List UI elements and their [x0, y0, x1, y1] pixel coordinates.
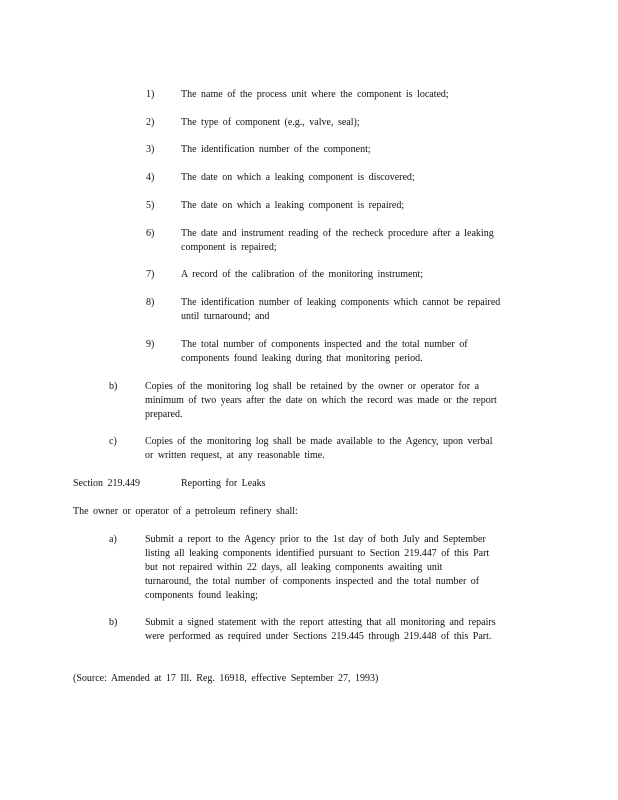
list-text: The total number of components inspected and the total number of components found leaking during that monitoring period.	[181, 339, 473, 364]
list-text: A record of the calibration of the monitoring instrument;	[181, 269, 424, 280]
list-text: The date on which a leaking component is repaired;	[181, 200, 405, 211]
sub-item-letter: c)	[109, 436, 117, 447]
list-number: 5)	[146, 200, 155, 211]
list-text: The date on which a leaking component is discovered;	[181, 172, 415, 183]
reporting-item-letter: b)	[109, 617, 118, 628]
reporting-item-text: Submit a signed statement with the report attesting that all monitoring and repairs were performed as required under Sections 219.445 through 219.448 of this Part.	[145, 617, 501, 642]
sub-item-letter: b)	[109, 381, 118, 392]
list-number: 6)	[146, 228, 155, 239]
sub-item-text: Copies of the monitoring log shall be retained by the owner or operator for a minimum of two years after the date on which the record was made or the report prepared.	[145, 381, 502, 420]
list-text: The name of the process unit where the component is located;	[181, 89, 449, 100]
list-text: The identification number of the component;	[181, 144, 371, 155]
list-number: 8)	[146, 297, 155, 308]
reporting-item-letter: a)	[109, 534, 117, 545]
section-intro: The owner or operator of a petroleum refinery shall:	[73, 506, 298, 517]
list-number: 9)	[146, 339, 155, 350]
list-text: The identification number of leaking components which cannot be repaired until turnaround; and	[181, 297, 505, 322]
reporting-item-text: Submit a report to the Agency prior to the 1st day of both July and September listing all leaking components identified pursuant to Section 219.447 of this Part but not repaired within 22 days, all leaking components awaiting unit turnaround, the total number of components inspected and the total number of components found leaking;	[145, 534, 494, 601]
source-note: (Source: Amended at 17 Ill. Reg. 16918, effective September 27, 1993)	[73, 673, 379, 684]
list-number: 1)	[146, 89, 155, 100]
list-text: The date and instrument reading of the recheck procedure after a leaking component is repaired;	[181, 228, 499, 253]
list-text: The type of component (e.g., valve, seal);	[181, 117, 360, 128]
sub-item-text: Copies of the monitoring log shall be made available to the Agency, upon verbal or written request, at any reasonable time.	[145, 436, 497, 461]
list-number: 3)	[146, 144, 155, 155]
list-number: 4)	[146, 172, 155, 183]
section-title: Reporting for Leaks	[181, 478, 266, 489]
list-number: 2)	[146, 117, 155, 128]
list-number: 7)	[146, 269, 155, 280]
section-number: Section 219.449	[73, 478, 140, 489]
